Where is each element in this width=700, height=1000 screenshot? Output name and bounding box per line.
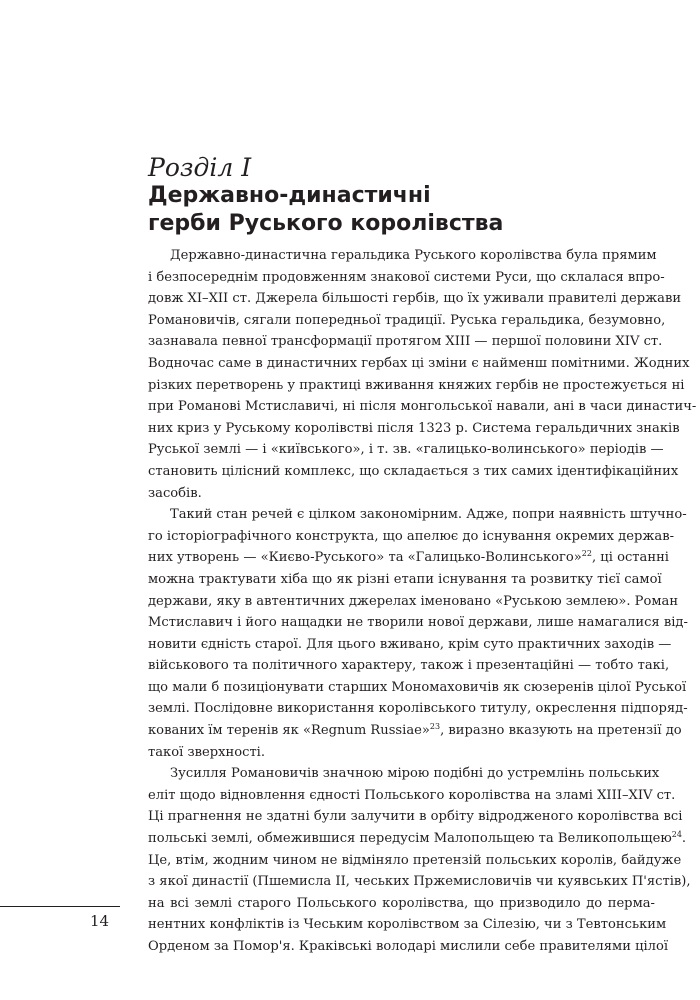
line-text: різких перетворень у практиці вживання княжих гербів не простежується ні (148, 377, 685, 393)
line-text: Руської землі — і «київського», і т. зв. «галицько-волинського» періодів — (148, 442, 664, 458)
line-text: держави, яку в автентичних джерелах іменовано «Руською землею». Роман (148, 593, 679, 609)
line-text: такої зверхності. (148, 744, 266, 760)
text-line (148, 288, 682, 310)
chapter-label: Розділ І (148, 153, 252, 182)
line-text: Водночас саме в династичних гербах ці зміни є найменш помітними. Жодних (148, 355, 690, 371)
line-text: засобів. (148, 485, 202, 501)
text-line (148, 418, 680, 440)
text-line (148, 742, 655, 764)
text-line (148, 310, 666, 332)
line-text: що мали б позиціонувати старших Мономаховичів як сюзеренів цілої Руської (148, 679, 687, 695)
chapter-title-line: герби Руського королівства (148, 211, 504, 236)
body-text (148, 245, 697, 958)
line-text-after: . (681, 831, 687, 847)
text-line (148, 504, 687, 526)
text-line (148, 353, 690, 375)
paragraph (148, 245, 697, 504)
text-line (148, 439, 664, 461)
text-line (148, 893, 655, 915)
text-line (148, 785, 676, 807)
paragraph (148, 763, 691, 957)
text-line (148, 331, 663, 353)
text-line (148, 526, 675, 548)
line-text: при Романові Мстиславичі, ні після монгольської навали, ані в часи династич- (148, 399, 697, 415)
line-text: еліт щодо відновлення єдності Польського королівства на зламі XIII–XIV ст. (148, 787, 676, 803)
text-line (148, 483, 655, 505)
line-text-after: , ці останні (591, 550, 669, 566)
text-line (148, 806, 683, 828)
text-line (148, 850, 682, 872)
text-line (148, 612, 688, 634)
text-line (148, 396, 697, 418)
line-text: довж ХІ–ХІІ ст. Джерела більшості гербів, що їх уживали правителі держави (148, 291, 682, 307)
footnote-ref[interactable]: 23 (429, 722, 441, 732)
text-line (148, 461, 679, 483)
line-text: Державно-династична геральдика Руського королівства була прямим (170, 248, 657, 263)
line-text: землі. Послідовне використання королівського титулу, окреслення підпоряд- (148, 701, 688, 717)
line-text: Орденом за Помор'я. Краківські володарі мислили себе правителями цілої (148, 939, 669, 954)
text-line (148, 720, 682, 742)
footnote-ref[interactable]: 24 (671, 830, 682, 840)
line-text: з якої династії (Пшемисла II, чеських Пржемисловичів чи куявських П'ястів), (148, 874, 691, 890)
text-line (148, 547, 669, 569)
text-line (148, 267, 665, 289)
text-line (148, 375, 685, 397)
page-number: 14 (90, 912, 110, 930)
chapter-title (148, 182, 655, 238)
text-line (148, 634, 672, 656)
line-text: го історіографічного конструкта, що апелює до існування окремих держав- (148, 528, 675, 544)
line-text: можна трактувати хіба що як різні етапи існування та розвитку тієї самої (148, 571, 662, 587)
line-text: становить цілісний комплекс, що складається з тих самих ідентифікаційних (148, 463, 679, 479)
line-text: Ці прагнення не здатні були залучити в орбіту відродженого королівства всі (148, 809, 683, 825)
line-text: Такий стан речей є цілком закономірним. Адже, попри наявність штучно- (170, 507, 687, 523)
line-text: Зусилля Романовичів значною мірою подібні до устремлінь польських (170, 766, 660, 782)
chapter-title-line: Державно-династичні (148, 183, 431, 208)
line-text: них криз у Руському королівстві після 1323 р. Система геральдичних знаків (148, 420, 680, 436)
line-text-after: , виразно вказують на претензії до (440, 723, 682, 739)
text-line (148, 698, 688, 720)
text-line (148, 591, 679, 613)
text-line (148, 569, 662, 591)
line-text: на всі землі старого Польського королівства, що призводило до перма- (148, 895, 655, 911)
text-line (148, 655, 670, 677)
line-text: військового та політичного характеру, також і презентаційні — тобто такі, (148, 658, 670, 674)
line-text: Мстиславич і його нащадки не творили нової держави, лише намагалися від- (148, 615, 688, 631)
text-line (148, 763, 660, 785)
line-text: і безпосереднім продовженням знакової системи Руси, що склалася впро- (148, 269, 665, 285)
line-text: кованих їм теренів як «Regnum Russiae» (148, 723, 430, 739)
text-line (148, 245, 655, 267)
text-line (148, 677, 687, 699)
text-line (148, 828, 687, 850)
line-text: зазнавала певної трансформації протягом XIII — першої половини XIV ст. (148, 334, 663, 350)
line-text: них утворень — «Києво-Руського» та «Галицько-Волинського» (148, 550, 582, 566)
footnote-ref[interactable]: 22 (581, 549, 592, 559)
line-text: Це, втім, жодним чином не відміняло претензій польських королів, байдуже (148, 852, 682, 868)
footer-rule (0, 906, 120, 907)
paragraph (148, 504, 688, 763)
text-line (148, 936, 669, 958)
text-line (148, 871, 691, 893)
text-line (148, 914, 667, 936)
line-text: нентних конфліктів із Чеським королівством за Сілезію, чи з Тевтонським (148, 917, 667, 933)
line-text: Романовичів, сягали попередньої традиції. Руська геральдика, безумовно, (148, 312, 666, 328)
line-text: новити єдність старої. Для цього вживано, крім суто практичних заходів — (148, 636, 672, 652)
line-text: польські землі, обмежившися передусім Малопольщею та Великопольщею (148, 831, 672, 847)
